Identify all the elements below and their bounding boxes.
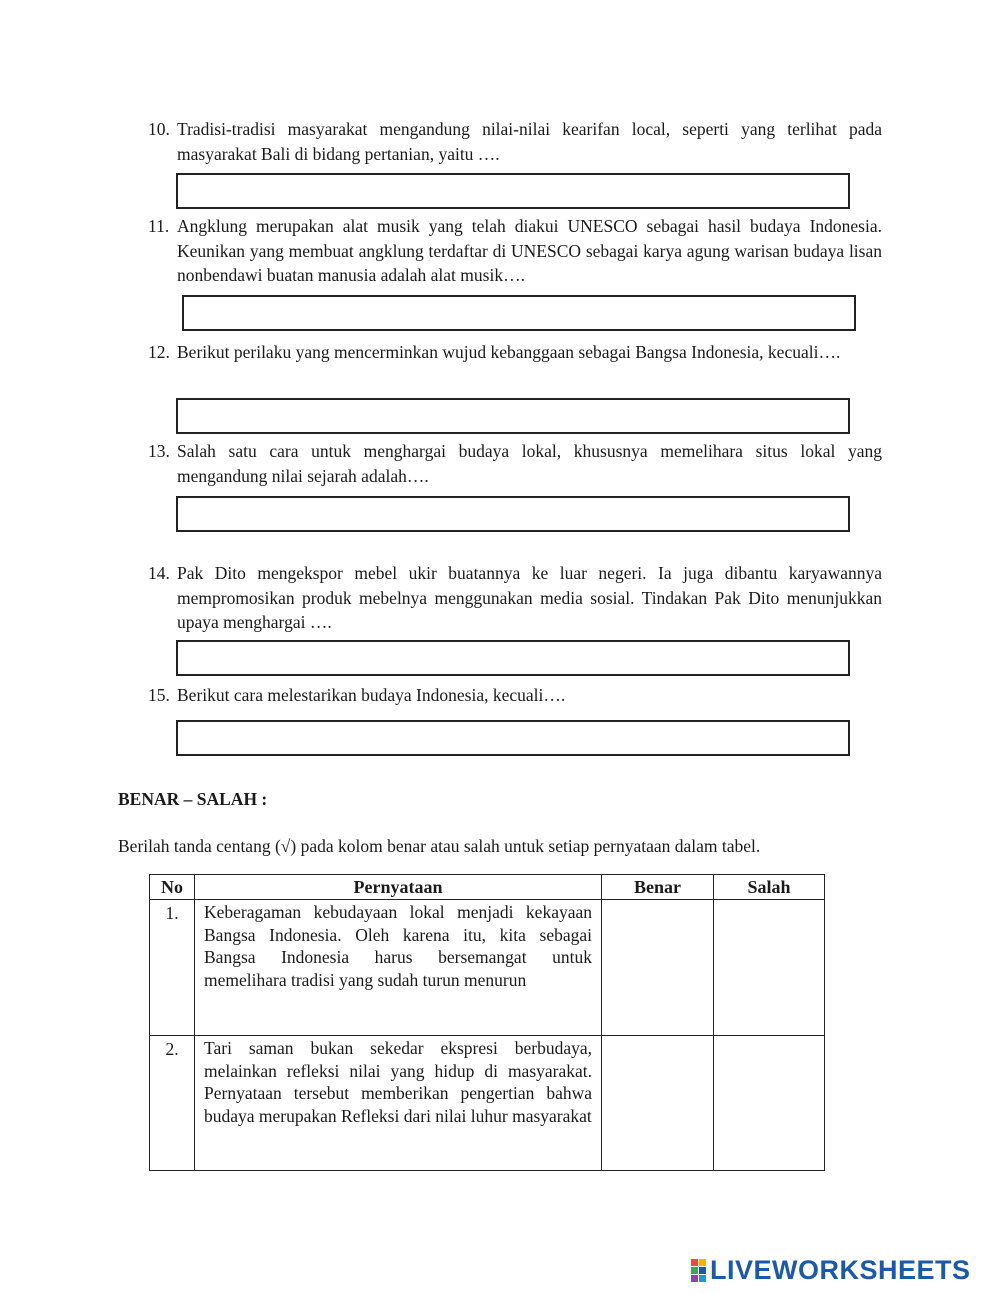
answer-box-13[interactable] — [176, 496, 850, 532]
table-header-row — [150, 875, 825, 900]
header-statement: Pernyataan — [195, 875, 602, 900]
answer-box-11[interactable] — [182, 295, 856, 331]
row-statement: Tari saman bukan sekedar ekspresi berbudaya, melainkan refleksi nilai yang hidup di masyarakat. Pernyataan tersebut memberikan pengertian bahwa budaya merupakan Refleksi dari nilai luhur masyarakat — [195, 1036, 602, 1171]
logo-block — [691, 1259, 698, 1266]
answer-box-12[interactable] — [176, 398, 850, 434]
question-number: 11. — [148, 216, 170, 236]
logo-blocks-icon — [691, 1259, 706, 1282]
question-text: Salah satu cara untuk menghargai budaya lokal, khususnya memelihara situs lokal yang mengandung nilai sejarah adalah…. — [177, 441, 882, 486]
question-11 — [148, 214, 882, 288]
answer-box-14[interactable] — [176, 640, 850, 676]
true-checkbox-cell[interactable] — [602, 1036, 714, 1171]
true-false-table — [149, 874, 825, 1171]
header-true: Benar — [602, 875, 714, 900]
question-number: 12. — [148, 342, 170, 362]
section-instruction: Berilah tanda centang (√) pada kolom benar atau salah untuk setiap pernyataan dalam tabel. — [118, 836, 761, 856]
logo-block — [699, 1275, 706, 1282]
question-text: Berikut cara melestarikan budaya Indonesia, kecuali…. — [177, 685, 566, 705]
question-number: 15. — [148, 685, 170, 705]
question-text: Angklung merupakan alat musik yang telah diakui UNESCO sebagai hasil budaya Indonesia. Keunikan yang membuat angklung terdaftar di UNESCO sebagai karya agung warisan budaya lisan nonbendawi buatan manusia adalah alat musik…. — [177, 216, 882, 285]
question-13 — [148, 439, 882, 488]
answer-box-10[interactable] — [176, 173, 850, 209]
header-no: No — [150, 875, 195, 900]
question-number: 14. — [148, 563, 170, 583]
row-number: 2. — [150, 1036, 195, 1171]
false-checkbox-cell[interactable] — [714, 900, 825, 1036]
section-heading: BENAR – SALAH : — [118, 789, 268, 809]
question-text: Berikut perilaku yang mencerminkan wujud kebanggaan sebagai Bangsa Indonesia, kecuali…. — [177, 342, 841, 362]
logo-text: LIVEWORKSHEETS — [710, 1254, 971, 1285]
question-text: Pak Dito mengekspor mebel ukir buatannya ke luar negeri. Ia juga dibantu karyawannya mempromosikan produk mebelnya menggunakan media sosial. Tindakan Pak Dito menunjukkan upaya menghargai …. — [177, 563, 882, 632]
question-text: Tradisi-tradisi masyarakat mengandung nilai-nilai kearifan local, seperti yang terlihat pada masyarakat Bali di bidang pertanian, yaitu …. — [177, 119, 882, 164]
true-checkbox-cell[interactable] — [602, 900, 714, 1036]
question-12 — [148, 340, 882, 365]
logo-block — [699, 1267, 706, 1274]
table-row — [150, 1036, 825, 1171]
row-number: 1. — [150, 900, 195, 1036]
liveworksheets-logo — [691, 1256, 971, 1284]
question-15 — [148, 683, 882, 708]
row-statement: Keberagaman kebudayaan lokal menjadi kekayaan Bangsa Indonesia. Oleh karena itu, kita sebagai Bangsa Indonesia harus bersemangat untuk memelihara tradisi yang sudah turun menurun — [195, 900, 602, 1036]
question-14 — [148, 561, 882, 635]
table-row — [150, 900, 825, 1036]
header-false: Salah — [714, 875, 825, 900]
question-number: 10. — [148, 119, 170, 139]
false-checkbox-cell[interactable] — [714, 1036, 825, 1171]
question-number: 13. — [148, 441, 170, 461]
question-10 — [148, 117, 882, 166]
answer-box-15[interactable] — [176, 720, 850, 756]
logo-block — [699, 1259, 706, 1266]
logo-block — [691, 1267, 698, 1274]
logo-block — [691, 1275, 698, 1282]
